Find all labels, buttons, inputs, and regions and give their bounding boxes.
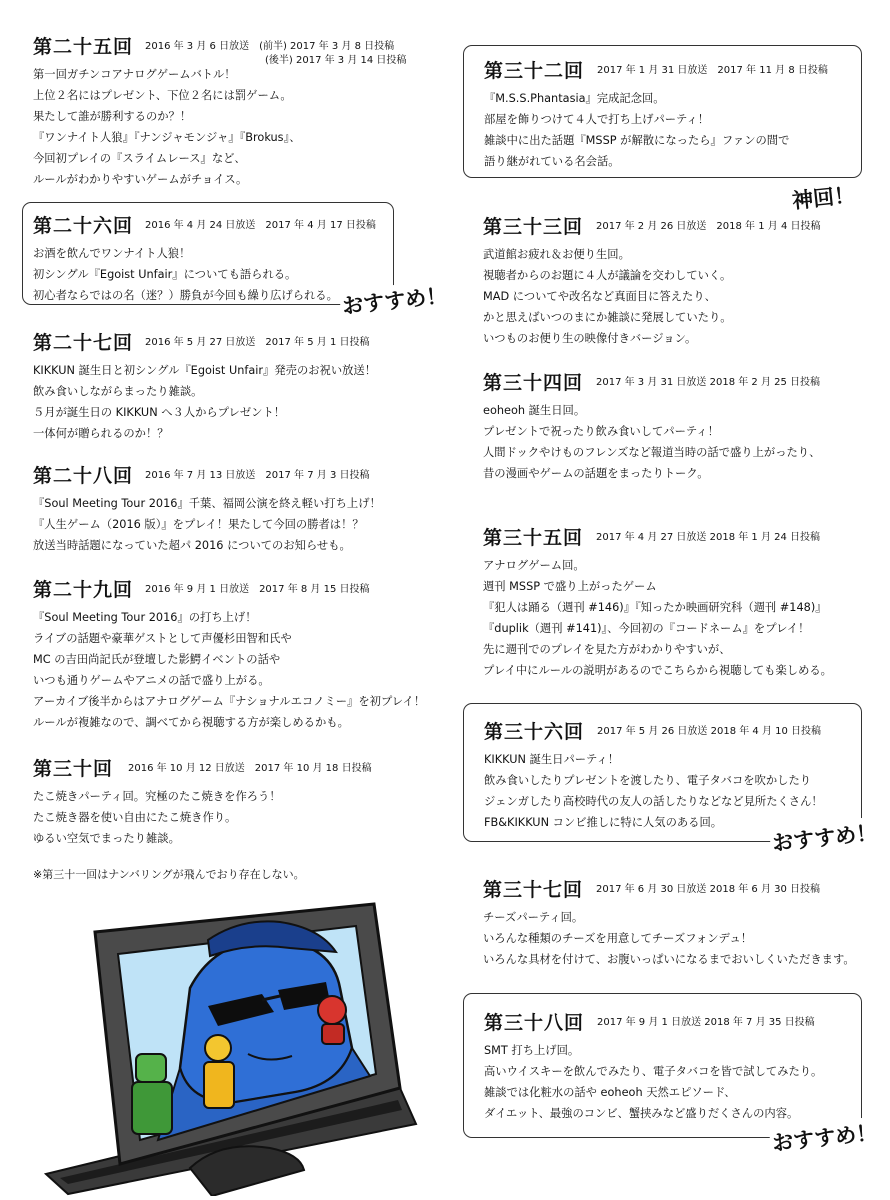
description-line: ジェンガしたり高校時代の友人の話したりなどなど見所たくさん！: [484, 795, 823, 808]
description-line: FB&KIKKUN コンビ推しに特に人気のある回。: [484, 816, 723, 829]
description-line: 初心者ならではの名（迷？）勝負が今回も繰り広げられる。: [33, 289, 338, 302]
episode-dates: 2017 年 5 月 26 日放送 2018 年 4 月 10 日投稿: [597, 726, 822, 737]
episode-dates: 2017 年 6 月 30 日放送 2018 年 6 月 30 日投稿: [596, 884, 821, 895]
episode-description: [33, 360, 433, 444]
description-line: 第一回ガチンコアナログゲームバトル！: [33, 68, 236, 81]
description-line: いつも通りゲームやアニメの話で盛り上がる。: [33, 674, 270, 687]
episode-description: [483, 907, 878, 970]
episode-37: [483, 875, 878, 970]
episode-description: [484, 88, 861, 172]
episode-dates: 2016 年 5 月 27 日放送 2017 年 5 月 1 日投稿: [145, 337, 370, 348]
episode-description: [33, 607, 433, 733]
description-line: KIKKUN 誕生日パーティ！: [484, 753, 620, 766]
episode-title: 第二十九回: [33, 579, 134, 601]
description-line: 放送当時話題になっていた超パ 2016 についてのお知らせも。: [33, 539, 351, 552]
episode-27: [33, 328, 433, 444]
episode-34: [483, 368, 873, 484]
description-line: アナログゲーム回。: [483, 559, 585, 572]
description-line: お酒を飲んでワンナイト人狼！: [33, 247, 191, 260]
episode-26: [22, 202, 394, 305]
description-line: ルールがわかりやすいゲームがチョイス。: [33, 173, 248, 186]
episode-38: [463, 993, 862, 1138]
description-line: 『ワンナイト人狼』『ナンジャモンジャ』『Brokus』、: [33, 131, 301, 144]
description-line: 高いウイスキーを飲んでみたり、電子タバコを皆で試してみたり。: [484, 1065, 823, 1078]
description-line: ゆるい空気でまったり雑談。: [33, 832, 180, 845]
description-line: 『Soul Meeting Tour 2016』の打ち上げ！: [33, 611, 257, 624]
description-line: 語り継がれている名会話。: [484, 155, 620, 168]
description-line: 先に週刊でのプレイを見た方がわかりやすいが、: [483, 643, 731, 656]
episode-dates: 2017 年 4 月 27 日放送 2018 年 1 月 24 日投稿: [596, 532, 821, 543]
episode-dates: 2016 年 7 月 13 日放送 2017 年 7 月 3 日投稿: [145, 470, 370, 481]
description-line: アーカイブ後半からはアナログゲーム『ナショナルエコノミー』を初プレイ！: [33, 695, 426, 708]
description-line: 飲み食いしたりプレゼントを渡したり、電子タバコを吹かしたり: [484, 774, 812, 787]
description-line: 週刊 MSSP で盛り上がったゲーム: [483, 580, 657, 593]
episode-36: [463, 703, 862, 842]
episode-description: [483, 555, 873, 681]
episode-title: 第三十六回: [484, 721, 585, 743]
episode-description: [483, 244, 873, 349]
episode-description: [484, 1040, 861, 1124]
episode-25: [33, 32, 433, 190]
episode-title: 第二十五回: [33, 36, 134, 58]
description-line: 『M.S.S.Phantasia』完成記念回。: [484, 92, 665, 105]
description-line: ライブの話題や豪華ゲストとして声優杉田智和氏や: [33, 632, 292, 645]
episode-dates: 2016 年 4 月 24 日放送 2017 年 4 月 17 日投稿: [145, 220, 376, 231]
description-line: いろんな種類のチーズを用意してチーズフォンデュ！: [483, 932, 753, 945]
description-line: 武道館お疲れ＆お便り生回。: [483, 248, 630, 261]
episode-title: 第二十八回: [33, 465, 134, 487]
description-line: 『Soul Meeting Tour 2016』千葉、福岡公演を終え軽い打ち上げ！: [33, 497, 381, 510]
footnote: ※第三十一回はナンバリングが飛んでおり存在しない。: [33, 868, 305, 881]
episode-title: 第三十回: [33, 758, 114, 780]
recommended-stamp: おすすめ！: [339, 279, 451, 320]
episode-dates-secondary: (後半) 2017 年 3 月 14 日投稿: [265, 55, 407, 66]
episode-dates: 2017 年 3 月 31 日放送 2018 年 2 月 25 日投稿: [596, 377, 821, 388]
description-line: 視聴者からのお題に４人が議論を交わしていく。: [483, 269, 732, 282]
description-line: KIKKUN 誕生日と初シングル『Egoist Unfair』発売のお祝い放送！: [33, 364, 377, 377]
description-line: ルールが複雑なので、調べてから視聴する方が楽しめるかも。: [33, 716, 349, 729]
description-line: SMT 打ち上げ回。: [484, 1044, 580, 1057]
episode-35: [483, 523, 873, 681]
episode-title: 第三十八回: [484, 1012, 585, 1034]
episode-dates: 2017 年 2 月 26 日放送 2018 年 1 月 4 日投稿: [596, 221, 821, 232]
description-line: 飲み食いしながらまったり雑談。: [33, 385, 203, 398]
description-line: プレゼントで祝ったり飲み食いしてパーティ！: [483, 425, 719, 438]
description-line: 雑談中に出た話題『MSSP が解散になったら』ファンの間で: [484, 134, 790, 147]
episode-28: [33, 461, 433, 556]
episode-dates: 2016 年 3 月 6 日放送 (前半) 2017 年 3 月 8 日投稿: [145, 41, 395, 52]
description-line: 人間ドックやけものフレンズなど報道当時の話で盛り上がったり、: [483, 446, 821, 459]
episode-33: [483, 212, 873, 349]
episode-dates: 2016 年 9 月 1 日放送 2017 年 8 月 15 日投稿: [145, 584, 370, 595]
description-line: ダイエット、最強のコンビ、蟹挟みなど盛りだくさんの内容。: [484, 1107, 799, 1120]
description-line: 『duplik（週刊 #141)』、今回初の『コードネーム』をプレイ！: [483, 622, 810, 635]
episode-dates: 2016 年 10 月 12 日放送 2017 年 10 月 18 日投稿: [128, 763, 372, 774]
episode-title: 第二十七回: [33, 332, 134, 354]
description-line: 一体何が贈られるのか！？: [33, 427, 169, 440]
description-line: 雑談では化粧水の話や eoheoh 天然エピソード、: [484, 1086, 736, 1099]
recommended-stamp: おすすめ！: [769, 1116, 881, 1157]
description-line: MC の吉田尚記氏が登壇した影鰐イベントの話や: [33, 653, 281, 666]
description-line: 『犯人は踊る（週刊 #146)』『知ったか映画研究科（週刊 #148)』: [483, 601, 827, 614]
description-line: たこ焼きパーティ回。究極のたこ焼きを作ろう！: [33, 790, 281, 803]
episode-title: 第三十七回: [483, 879, 584, 901]
episode-description: [484, 749, 861, 833]
episode-description: [33, 493, 433, 556]
episode-title: 第三十三回: [483, 216, 584, 238]
episode-title: 第三十四回: [483, 372, 584, 394]
description-line: 昔の漫画やゲームの話題をまったりトーク。: [483, 467, 709, 480]
description-line: いつものお便り生の映像付きバージョン。: [483, 332, 697, 345]
description-line: MAD についてや改名など真面目に答えたり、: [483, 290, 716, 303]
episode-description: [33, 64, 433, 190]
episode-32: [463, 45, 862, 178]
episode-29: [33, 575, 433, 733]
description-line: チーズパーティ回。: [483, 911, 584, 924]
description-line: プレイ中にルールの説明があるのでこちらから視聴しても楽しめる。: [483, 664, 832, 677]
episode-title: 第三十二回: [484, 60, 585, 82]
episode-description: [33, 786, 433, 849]
description-line: eoheoh 誕生日回。: [483, 404, 586, 417]
description-line: いろんな具材を付けて、お腹いっぱいになるまでおいしくいただきます。: [483, 953, 855, 966]
description-line: 部屋を飾りつけて４人で打ち上げパーティ！: [484, 113, 710, 126]
episode-dates: 2017 年 1 月 31 日放送 2017 年 11 月 8 日投稿: [597, 65, 828, 76]
best-episode-stamp: 神回！: [789, 179, 859, 216]
description-line: 初シングル『Egoist Unfair』についても語られる。: [33, 268, 297, 281]
laptop-sketch-illustration: [40, 878, 420, 1196]
description-line: 上位２名にはプレゼント、下位２名には罰ゲーム。: [33, 89, 292, 102]
episode-30: [33, 754, 433, 849]
description-line: 果たして誰が勝利するのか？！: [33, 110, 192, 123]
description-line: ５月が誕生日の KIKKUN へ３人からプレゼント！: [33, 406, 286, 419]
episode-description: [483, 400, 873, 484]
description-line: 『人生ゲーム（2016 版）』をプレイ！果たして今回の勝者は！？: [33, 518, 364, 531]
description-line: かと思えばいつのまにか雑談に発展していたり。: [483, 311, 732, 324]
episode-title: 第三十五回: [483, 527, 584, 549]
episode-title: 第二十六回: [33, 215, 134, 237]
episode-dates: 2017 年 9 月 1 日放送 2018 年 7 月 35 日投稿: [597, 1017, 815, 1028]
description-line: 今回初プレイの『スライムレース』など、: [33, 152, 246, 165]
description-line: たこ焼き器を使い自由にたこ焼き作り。: [33, 811, 237, 824]
recommended-stamp: おすすめ！: [769, 816, 881, 857]
